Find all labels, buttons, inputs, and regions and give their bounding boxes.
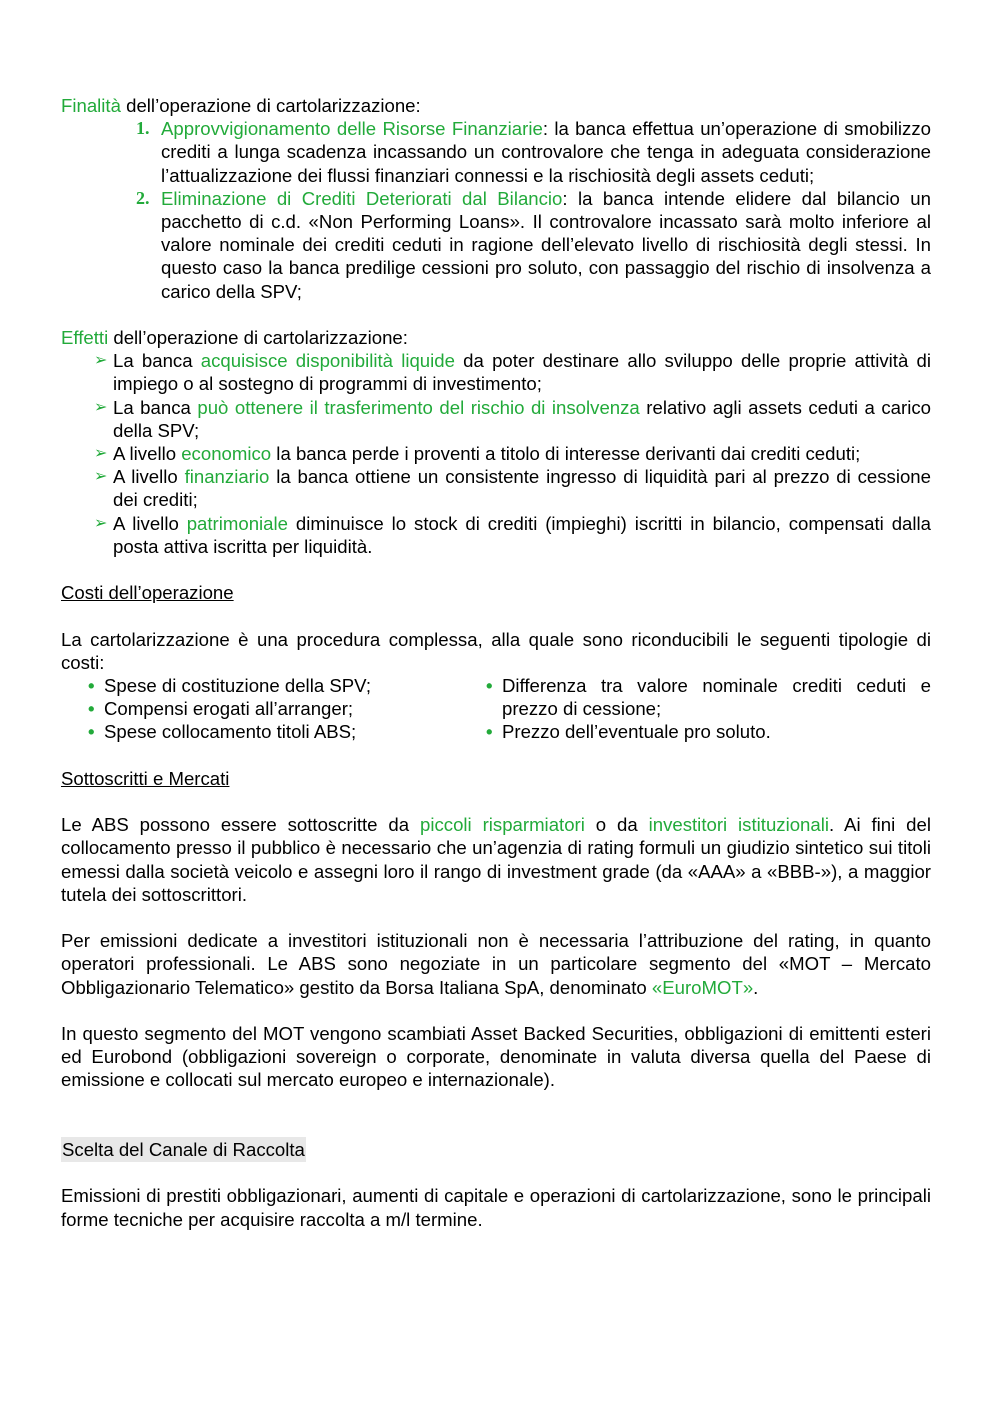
highlight-span: «EuroMOT»: [651, 976, 754, 998]
effetti-item-highlight: patrimoniale: [186, 512, 288, 534]
effetti-heading-rest: dell’operazione di cartolarizzazione:: [108, 327, 408, 349]
text-span: . Ai fini del collocamento presso il pubblico è necessario che un’agenzia di rating formuli un giudizio sintetico sui titoli emessi dalla società veicolo e assegni loro il rango di investment grade (da «AAA» a «BBB-»), a maggior tutela dei sottoscrittori.: [61, 814, 931, 905]
sottoscritti-paragraph-3: In questo segmento del MOT vengono scambiati Asset Backed Securities, obbligazioni di emittenti esteri ed Eurobond (obbligazioni sovereign o corporate, denominate in valuta diversa quella del Paese di emissione e collocati sul mercato europeo e internazionale).: [61, 1023, 931, 1091]
costi-item-text: Prezzo dell’eventuale pro soluto.: [502, 721, 771, 743]
highlight-span: investitori istituzionali: [648, 814, 829, 836]
sottoscritti-paragraph-2: [61, 929, 931, 999]
effetti-item-pre: A livello: [113, 443, 182, 465]
arrow-bullet-icon: ➢: [94, 352, 108, 370]
effetti-item-highlight: finanziario: [184, 466, 270, 488]
effetti-item-post: la banca ottiene un consistente ingresso di liquidità pari al prezzo di cessione dei crediti;: [113, 466, 931, 511]
costi-intro: La cartolarizzazione è una procedura complessa, alla quale sono riconducibili le seguenti tipologie di costi:: [61, 628, 931, 673]
bullet-icon: •: [486, 675, 493, 697]
effetti-item-pre: La banca: [113, 350, 201, 372]
effetti-item: [61, 442, 931, 465]
finalita-item-text: : la banca effettua un’operazione di smobilizzo crediti a lunga scadenza incassando un controvalore che tenga in adeguata considerazione l’attualizzazione dei flussi finanziari connessi e la rischiosità degli assets ceduti;: [161, 118, 931, 186]
effetti-heading-green: Effetti: [61, 327, 109, 349]
effetti-item-pre: A livello: [113, 512, 187, 534]
effetti-item-highlight: acquisisce disponibilità liquide: [200, 350, 455, 372]
list-item: [486, 674, 931, 720]
effetti-item: [61, 396, 931, 442]
costi-item-text: Differenza tra valore nominale crediti ceduti e prezzo di cessione;: [502, 675, 931, 720]
costi-item-text: Compensi erogati all’arranger;: [104, 698, 354, 720]
list-item: [61, 697, 486, 720]
effetti-item-post: diminuisce lo stock di crediti (impieghi) iscritti in bilancio, compensati dalla posta attiva iscritta per liquidità.: [113, 512, 931, 557]
arrow-bullet-icon: ➢: [94, 514, 108, 532]
effetti-item-highlight: può ottenere il trasferimento del rischio di insolvenza: [197, 396, 640, 418]
sottoscritti-paragraph-1: [61, 813, 931, 906]
finalita-item-title: Approvvigionamento delle Risorse Finanziarie: [161, 118, 543, 140]
effetti-item-highlight: economico: [181, 443, 272, 465]
document-page: [61, 94, 931, 1231]
text-span: o da: [584, 814, 649, 836]
finalita-item-text: : la banca intende elidere dal bilancio un pacchetto di c.d. «Non Performing Loans». Il controvalore incassato sarà molto inferiore al valore nominale dei crediti ceduti in ragione dell’elevato livello di rischiosità degli stessi. In questo caso la banca predilige cessioni pro soluto, con passaggio del rischio di insolvenza a carico della SPV;: [161, 187, 931, 302]
effetti-item-pre: La banca: [113, 396, 198, 418]
scelta-heading-text: Scelta del Canale di Raccolta: [62, 1139, 305, 1160]
arrow-bullet-icon: ➢: [94, 445, 108, 463]
costi-heading: Costi dell’operazione: [61, 582, 234, 604]
effetti-heading: [61, 326, 931, 349]
finalita-item-1: [61, 117, 931, 187]
scelta-heading: [61, 1138, 931, 1161]
finalita-heading: [61, 94, 931, 117]
costi-item-text: Spese di costituzione della SPV;: [104, 675, 372, 697]
text-span: .: [753, 976, 759, 998]
arrow-bullet-icon: ➢: [94, 468, 108, 486]
effetti-item-pre: A livello: [113, 466, 185, 488]
finalita-item-2: [61, 187, 931, 303]
list-item: [486, 720, 931, 743]
list-number: 1.: [136, 118, 150, 139]
effetti-item: [61, 465, 931, 511]
list-item: [61, 720, 486, 743]
finalita-heading-green: Finalità: [61, 95, 121, 116]
effetti-item: [61, 512, 931, 558]
finalita-heading-rest: dell’operazione di cartolarizzazione:: [120, 95, 421, 116]
finalita-item-title: Eliminazione di Crediti Deteriorati dal Bilancio: [161, 187, 563, 209]
costi-column-right: [486, 674, 931, 744]
bullet-icon: •: [88, 721, 95, 743]
effetti-item-post: relativo agli assets ceduti a carico della SPV;: [113, 396, 931, 441]
text-span: Per emissioni dedicate a investitori istituzionali non è necessaria l’attribuzione del rating, in quanto operatori professionali. Le ABS sono negoziate in un particolare segmento del «MOT – Mercato Obbligazionario Telematico» gestito da Borsa Italiana SpA, denominato: [61, 930, 931, 998]
effetti-item-post: da poter destinare allo sviluppo delle proprie attività di impiego o al sostegno di programmi di investimento;: [113, 350, 931, 395]
sottoscritti-heading: Sottoscritti e Mercati: [61, 767, 230, 789]
list-number: 2.: [136, 187, 150, 208]
finalita-list: [61, 117, 931, 303]
effetti-item: [61, 349, 931, 395]
highlight-span: piccoli risparmiatori: [420, 814, 585, 836]
bullet-icon: •: [88, 675, 95, 697]
scelta-paragraph: Emissioni di prestiti obbligazionari, aumenti di capitale e operazioni di cartolarizzazione, sono le principali forme tecniche per acquisire raccolta a m/l termine.: [61, 1185, 931, 1230]
list-item: [61, 674, 486, 697]
costi-item-text: Spese collocamento titoli ABS;: [104, 721, 357, 743]
arrow-bullet-icon: ➢: [94, 398, 108, 416]
effetti-list: [61, 349, 931, 558]
text-span: Le ABS possono essere sottoscritte da: [61, 814, 420, 836]
costi-columns: [61, 674, 931, 744]
bullet-icon: •: [88, 698, 95, 720]
bullet-icon: •: [486, 721, 493, 743]
costi-column-left: [61, 674, 486, 744]
effetti-item-post: la banca perde i proventi a titolo di interesse derivanti dai crediti ceduti;: [271, 443, 861, 465]
